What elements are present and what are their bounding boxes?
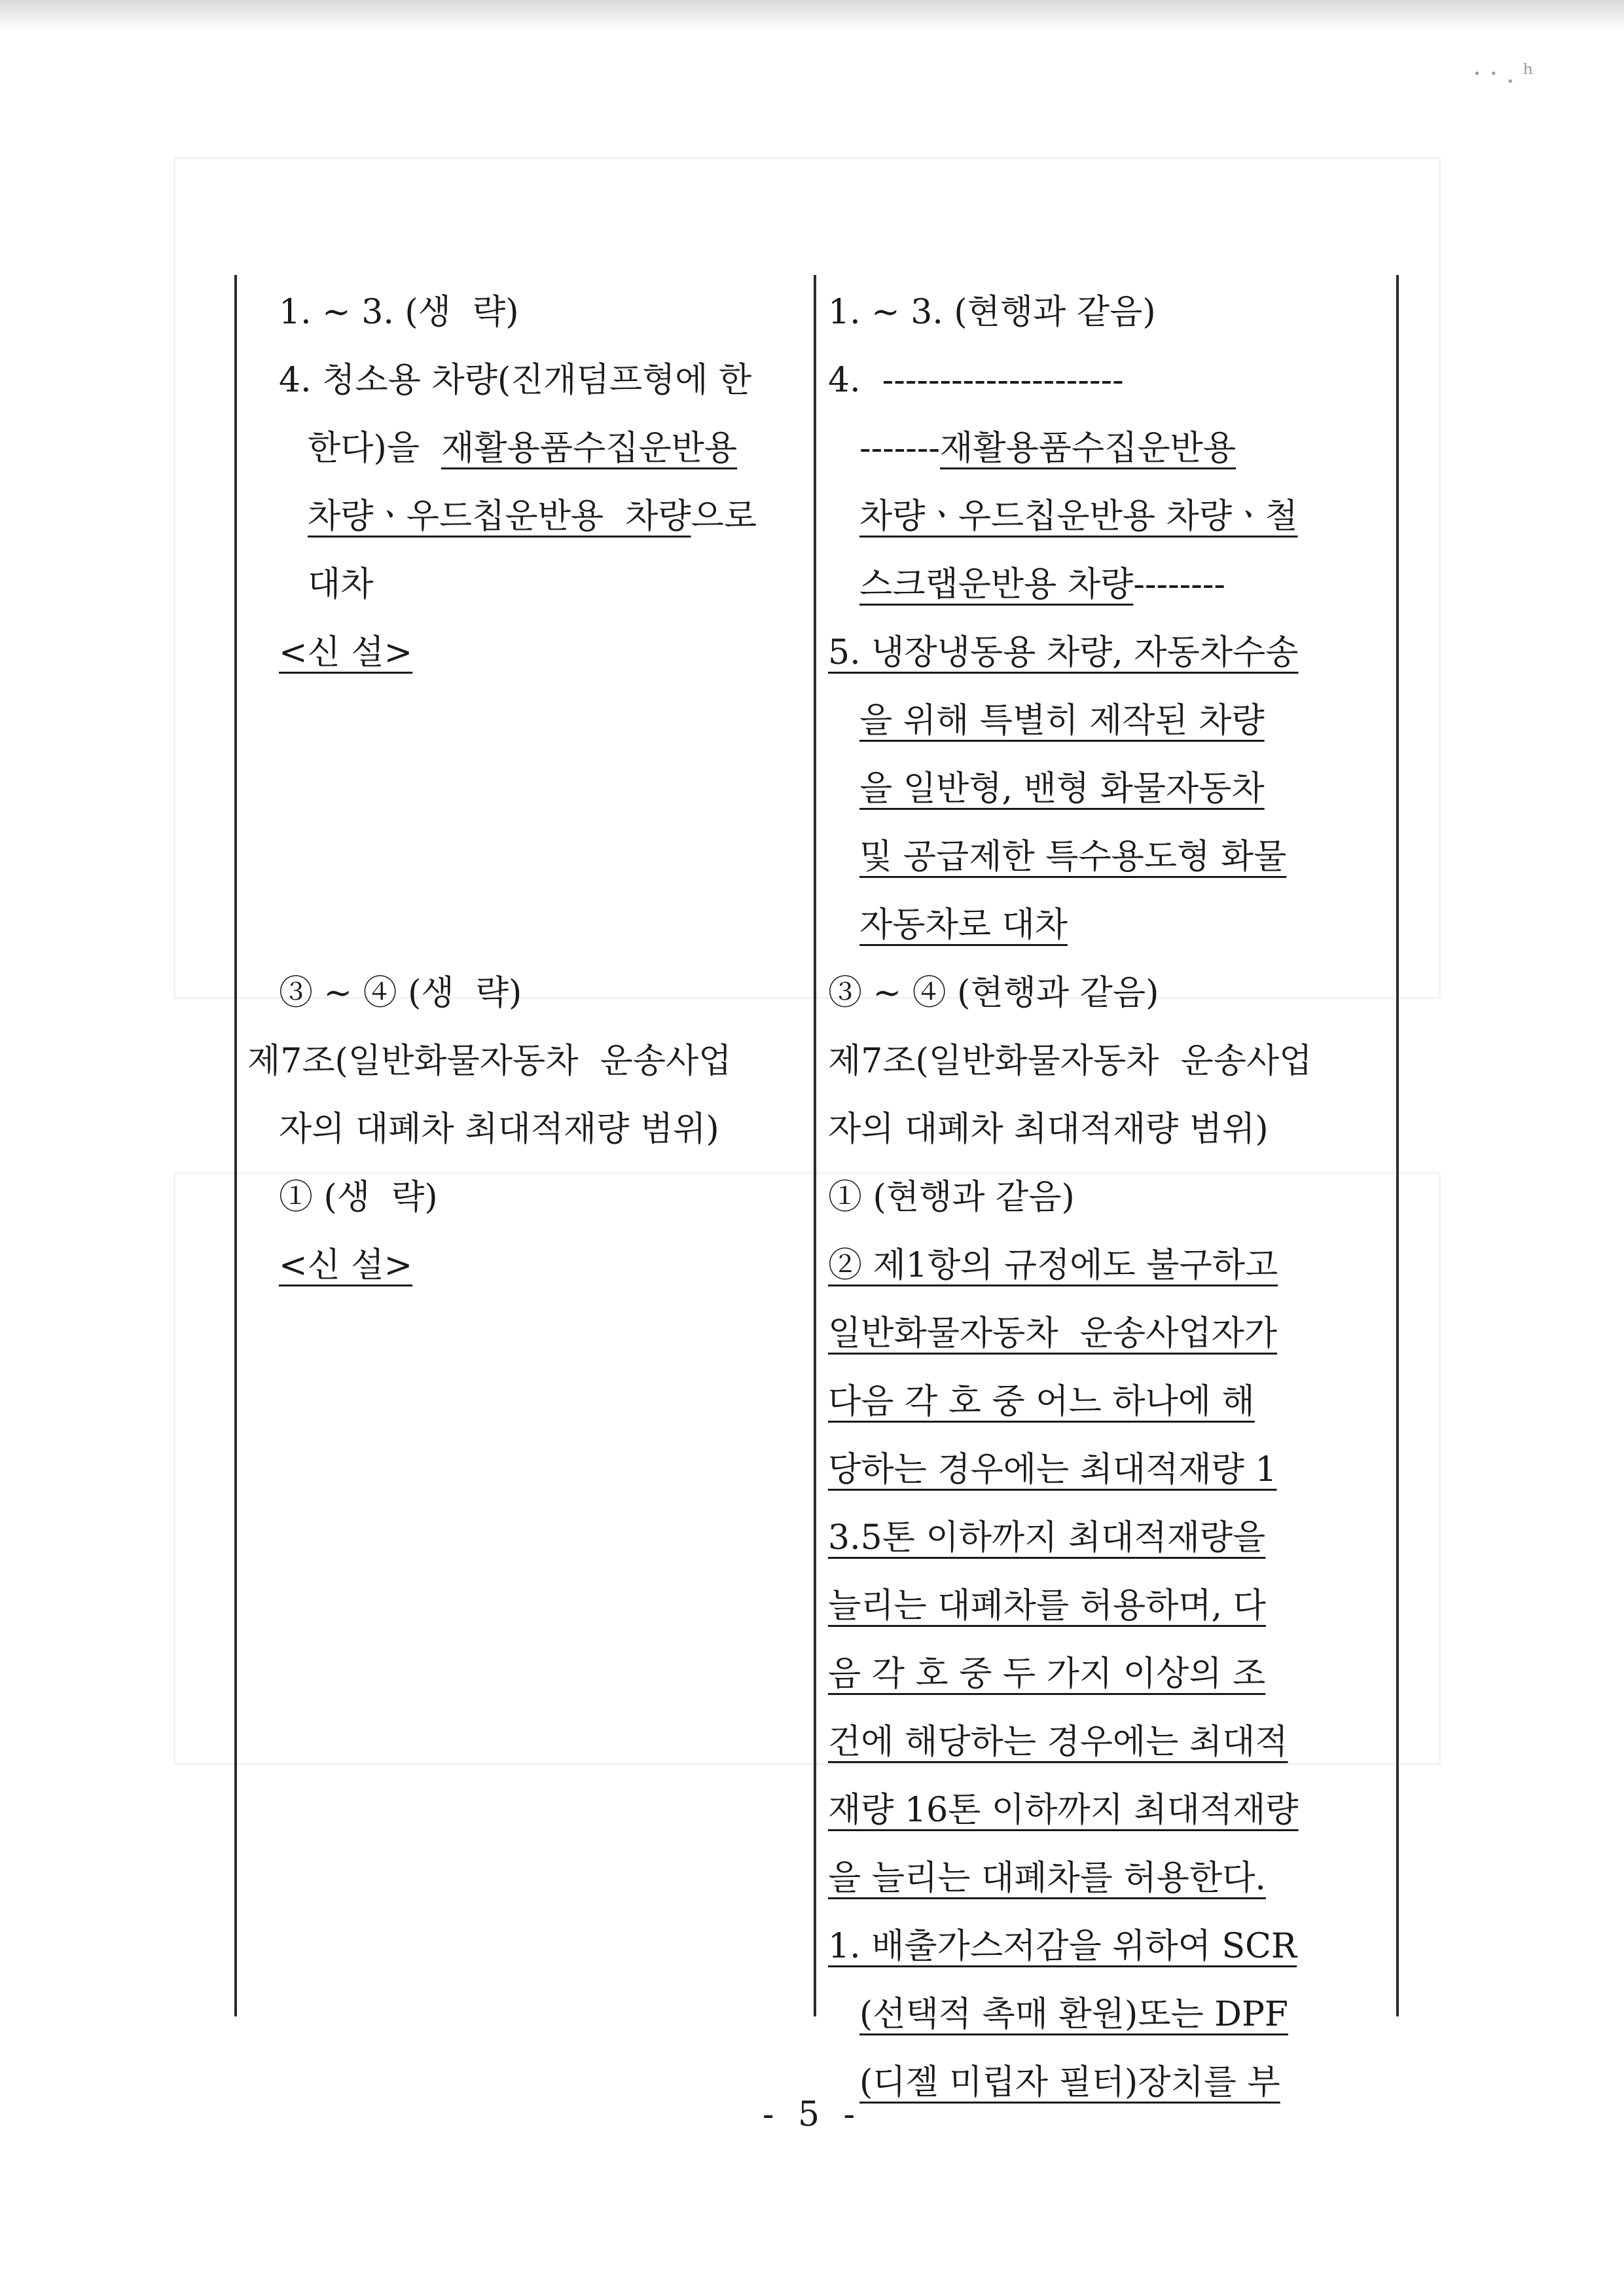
current-line	[247, 1231, 804, 1300]
revised-line	[828, 1027, 1391, 1095]
revised-text: 제7조(일반화물자동차 운송사업	[828, 1042, 1312, 1081]
revised-line	[828, 551, 1391, 619]
table-left-rule	[234, 275, 237, 2016]
revised-underlined-text: 다음 각 호 중 어느 하나에 해	[828, 1382, 1255, 1421]
revised-underlined-text: 5. 냉장냉동용 차량, 자동차수송	[828, 633, 1299, 672]
revised-text: 자의 대폐차 최대적재량 범위)	[828, 1110, 1269, 1149]
current-text: 한다)을	[308, 429, 442, 468]
revised-line	[828, 414, 1391, 483]
revised-underlined-text: (디젤 미립자 필터)장치를 부	[859, 2063, 1280, 2102]
current-text: 제7조(일반화물자동차 운송사업	[247, 1042, 732, 1081]
current-text: ③ ~ ④ (생 략)	[279, 974, 522, 1013]
current-line	[247, 1027, 804, 1095]
current-text: 으로	[691, 497, 757, 536]
revised-underlined-text: 1. 배출가스저감을 위하여 SCR	[828, 1927, 1297, 1966]
revised-underlined-text: 스크랩운반용 차량	[859, 565, 1134, 604]
revised-underlined-text: ② 제1항의 규정에도 불구하고	[828, 1246, 1278, 1285]
revised-line	[828, 1640, 1391, 1708]
revised-text: 4. ---------------------	[828, 361, 1124, 400]
current-line	[247, 619, 804, 687]
current-text-column	[247, 278, 804, 1300]
revised-underlined-text: 재량 16톤 이하까지 최대적재량	[828, 1791, 1299, 1830]
revised-text: 1. ~ 3. (현행과 같음)	[828, 293, 1156, 332]
current-text: 1. ~ 3. (생 략)	[279, 293, 519, 332]
revised-line	[828, 483, 1391, 551]
current-underlined-text: 재활용품수집운반용	[441, 429, 738, 468]
current-underlined-text: <신 설>	[279, 1246, 413, 1285]
revised-line	[828, 1231, 1391, 1300]
current-underlined-text: 차량ㆍ우드칩운반용 차량	[308, 497, 691, 536]
revised-line	[828, 346, 1391, 414]
revised-line	[828, 1163, 1391, 1231]
current-text: 자의 대폐차 최대적재량 범위)	[279, 1110, 719, 1149]
revised-line	[828, 1572, 1391, 1640]
revised-text: ③ ~ ④ (현행과 같음)	[828, 974, 1159, 1013]
page-number: - 5 -	[762, 2095, 862, 2134]
revised-line	[828, 1436, 1391, 1504]
current-line	[247, 551, 804, 619]
table-center-rule	[814, 275, 816, 2016]
current-line	[247, 278, 804, 346]
current-text: ① (생 략)	[279, 1178, 438, 1217]
scan-edge-shadow	[0, 0, 1624, 30]
revised-line	[828, 1095, 1391, 1163]
current-underlined-text: <신 설>	[279, 633, 413, 672]
revised-underlined-text: 자동차로 대차	[859, 905, 1068, 945]
revised-underlined-text: 일반화물자동차 운송사업자가	[828, 1314, 1278, 1353]
revised-line	[828, 959, 1391, 1027]
revised-underlined-text: 당하는 경우에는 최대적재량 1	[828, 1450, 1277, 1489]
revised-line	[828, 1300, 1391, 1368]
revised-text: --------	[1133, 565, 1225, 604]
revised-line	[828, 1504, 1391, 1572]
current-line	[247, 1095, 804, 1163]
revised-underlined-text: 늘리는 대폐차를 허용하며, 다	[828, 1586, 1266, 1626]
revised-line	[828, 1912, 1391, 1980]
revised-underlined-text: 음 각 호 중 두 가지 이상의 조	[828, 1654, 1266, 1694]
current-text: 4. 청소용 차량(진개덤프형에 한	[279, 361, 752, 400]
revised-line	[828, 687, 1391, 755]
current-line	[247, 755, 804, 823]
revised-text-column	[828, 278, 1391, 2117]
revised-underlined-text: (선택적 촉매 환원)또는 DPF	[859, 1995, 1289, 2034]
revised-line	[828, 1844, 1391, 1912]
revised-text: -------	[859, 429, 940, 468]
revised-line	[828, 278, 1391, 346]
current-line	[247, 959, 804, 1027]
revised-text: ① (현행과 같음)	[828, 1178, 1075, 1217]
current-text: 대차	[308, 565, 374, 604]
revised-line	[828, 1980, 1391, 2049]
current-line	[247, 483, 804, 551]
revised-underlined-text: 차량ㆍ우드칩운반용 차량ㆍ철	[859, 497, 1298, 536]
table-right-rule	[1396, 275, 1399, 2016]
revised-underlined-text: 및 공급제한 특수용도형 화물	[859, 837, 1287, 877]
revised-underlined-text: 재활용품수집운반용	[940, 429, 1236, 468]
revised-underlined-text: 건에 해당하는 경우에는 최대적	[828, 1722, 1288, 1762]
corner-scan-mark: · · . ʰ	[1473, 59, 1534, 89]
revised-underlined-text: 을 늘리는 대폐차를 허용한다.	[828, 1859, 1266, 1898]
current-line	[247, 891, 804, 959]
current-line	[247, 414, 804, 483]
revised-underlined-text: 을 일반형, 밴형 화물자동차	[859, 769, 1265, 809]
revised-line	[828, 1368, 1391, 1436]
revised-underlined-text: 3.5톤 이하까지 최대적재량을	[828, 1518, 1266, 1558]
revised-line	[828, 823, 1391, 891]
current-line	[247, 346, 804, 414]
revised-line	[828, 619, 1391, 687]
revised-underlined-text: 을 위해 특별히 제작된 차량	[859, 701, 1265, 740]
current-line	[247, 1163, 804, 1231]
revised-line	[828, 891, 1391, 959]
current-line	[247, 687, 804, 755]
revised-line	[828, 1776, 1391, 1844]
revised-line	[828, 1708, 1391, 1776]
current-line	[247, 823, 804, 891]
revised-line	[828, 755, 1391, 823]
